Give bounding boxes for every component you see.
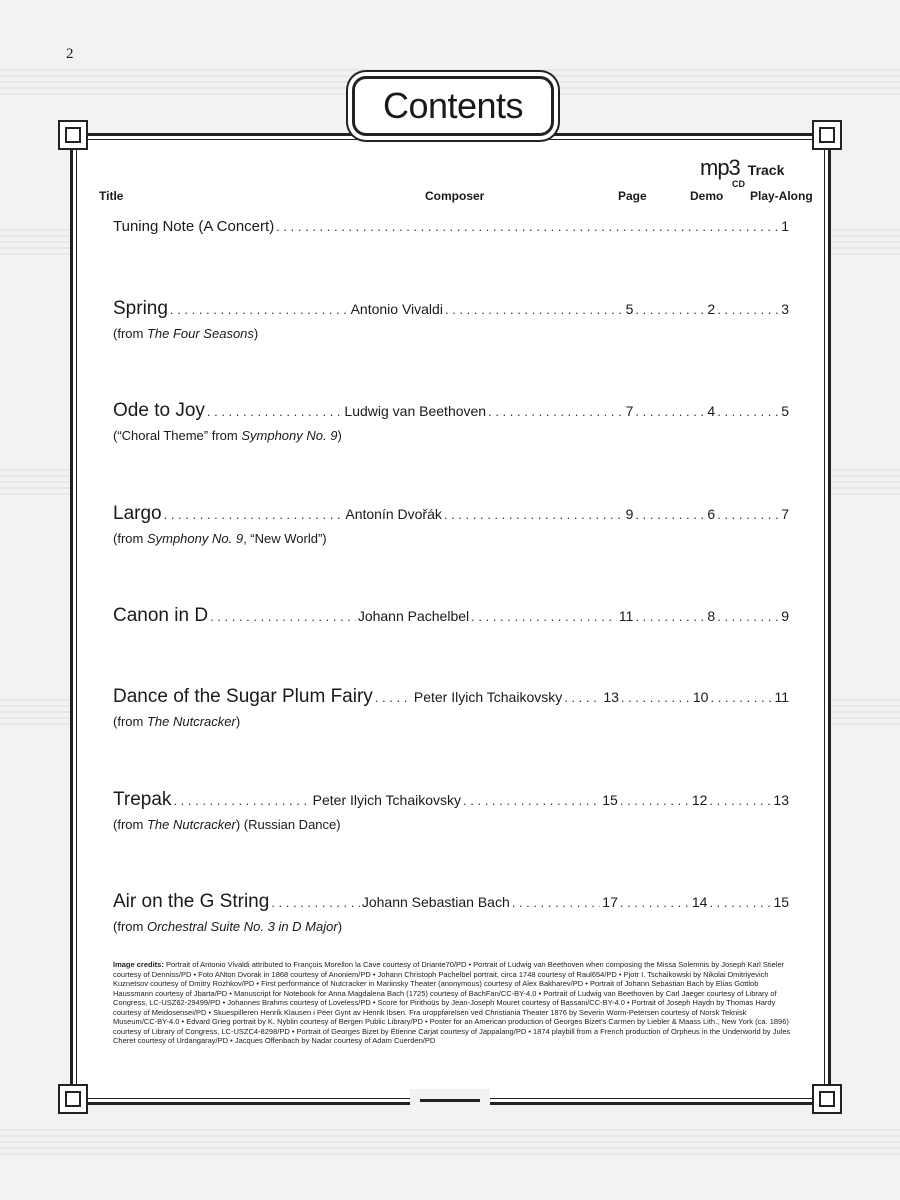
dot-leader — [564, 690, 601, 705]
entry-play-along-track: 7 — [781, 506, 789, 522]
mp3-cd-icon — [700, 155, 745, 189]
toc-entry[interactable] — [113, 503, 789, 546]
entry-title: Ode to Joy — [113, 400, 205, 421]
toc-entry[interactable] — [113, 686, 789, 729]
dot-leader — [445, 302, 624, 317]
column-header-demo: Demo — [690, 189, 724, 203]
entry-title: Air on the G String — [113, 891, 270, 912]
entry-subtitle: (from The Nutcracker) (Russian Dance) — [113, 817, 341, 832]
dot-leader — [717, 302, 779, 317]
credits-text: Portrait of Antonio Vivaldi attributed to François Morellon la Cave courtesy of Driante70/PD • Portrait of Ludwig van Beethoven when composing the Missa Solemnis by Joseph Karl Stieler courtesy of Denniss/PD • Foto ANton Dvorak in 1868 courtesy of Anoniem/PD • Johann Christoph Pachelbel portrait, circa 1748 courtesy of Raul654/PD • Pjotr I. Tschaikowski by Nikolai Dmitriyevich Kuznetsov courtesy of Dmitry Rozhkov/PD • First performance of Nutcracker in Mariinsky Theater (anonymous) courtesy of Alex Bakharev/PD • Portrait of Johann Sebastian Bach by Elias Gottlob Haussmann courtesy of Jbarta/PD • Manuscript for Notebook for Anna Magdalena Bach (1725) courtesy of BachFan/CC-BY-4.0 • Portrait of Ludwig van Beethoven by Carl Jaeger courtesy of Library of Congress, LC-USZ62-29499/PD • Johannes Brahms courtesy of Loveless/PD • Score for Pirithoüs by Jean-Joseph Mouret courtesy of Bassani/CC-BY-4.0 • Portrait of Joseph Haydn by Thomas Hardy courtesy of Meidosensei/PD • Skuespilleren Henrik Klausen i Peer Gynt av Henrik Ibsen. Fra uroppførelsen ved Christiania Theater 1876 by Severin Worm-Petersen courtesy of Norsk Teknisk Museum/CC-BY-4.0 • Edvard Grieg portrait by K. Nyblin courtesy of Bergen Public Library/PD • Poster for an American production of Georges Bizet's Carmen by Liebler & Maass Lith., New York (ca. 1896) courtesy of Library of Congress, LC-USZC4-8298/PD • Portrait of Georges Bizet by Étienne Carjat courtesy of Jappalang/PD • 1874 playbill from a French production of Orpheus in the Underworld by Jules Cheret courtesy of Urdangaray/PD • Jacques Offenbach by Nadar courtesy of Adam Cuerden/PD — [113, 960, 791, 1045]
dot-leader — [488, 404, 624, 419]
dot-leader — [512, 895, 601, 910]
dot-leader — [635, 507, 705, 522]
entry-play-along-track: 13 — [773, 792, 789, 808]
column-header-play-along: Play-Along — [750, 189, 813, 203]
entry-page: 7 — [625, 403, 634, 419]
column-header-title: Title — [99, 189, 124, 203]
dot-leader — [375, 690, 412, 705]
entry-page: 11 — [618, 608, 634, 624]
dot-leader — [717, 609, 779, 624]
entry-play-along-track: 3 — [781, 301, 789, 317]
frame-corner-ornament — [812, 1084, 842, 1114]
entry-composer: Peter Ilyich Tchaikovsky — [312, 792, 462, 808]
entry-title: Dance of the Sugar Plum Fairy — [113, 686, 373, 707]
credits-label: Image credits: — [113, 960, 164, 969]
dot-leader — [710, 690, 772, 705]
entry-play-along-track: 15 — [773, 894, 790, 910]
mp3-logo-text: mp3 — [700, 155, 740, 180]
entry-title: Canon in D — [113, 605, 209, 626]
entry-composer: Johann Pachelbel — [357, 608, 470, 624]
dot-leader — [709, 895, 771, 910]
entry-subtitle: (from The Four Seasons) — [113, 326, 259, 341]
entry-page: 15 — [602, 792, 618, 808]
dot-leader — [276, 219, 779, 234]
entry-title: Trepak — [113, 789, 172, 810]
entry-demo-track: 2 — [707, 301, 716, 317]
entry-title: Tuning Note (A Concert) — [113, 218, 275, 235]
frame-corner-ornament — [58, 1084, 88, 1114]
bottom-ornament — [410, 1089, 490, 1111]
entry-play-along-track: 9 — [781, 608, 790, 624]
entry-subtitle: (from Orchestral Suite No. 3 in D Major) — [113, 919, 343, 934]
entry-play-along-track: 1 — [781, 218, 789, 234]
entry-composer: Ludwig van Beethoven — [344, 403, 487, 419]
entry-demo-track: 14 — [691, 894, 708, 910]
entry-composer: Antonio Vivaldi — [350, 301, 443, 317]
page-title: Contents — [382, 85, 524, 126]
image-credits — [113, 960, 791, 1046]
entry-subtitle: (from Symphony No. 9, “New World”) — [113, 531, 327, 546]
dot-leader — [170, 302, 349, 317]
dot-leader — [635, 609, 705, 624]
dot-leader — [620, 793, 690, 808]
frame-corner-ornament — [812, 120, 842, 150]
frame-corner-ornament — [58, 120, 88, 150]
entry-composer: Antonín Dvořák — [345, 506, 442, 522]
entry-demo-track: 4 — [707, 403, 716, 419]
dot-leader — [635, 404, 705, 419]
toc-entry[interactable] — [113, 789, 789, 832]
dot-leader — [620, 895, 690, 910]
entry-title: Largo — [113, 503, 162, 524]
dot-leader — [173, 793, 310, 808]
entry-title: Spring — [113, 298, 168, 319]
entry-page: 17 — [602, 894, 618, 910]
page-number: 2 — [66, 46, 74, 62]
entry-page: 9 — [625, 506, 634, 522]
heading-cartouche — [352, 76, 554, 136]
dot-leader — [271, 895, 360, 910]
toc-entry[interactable] — [113, 400, 789, 443]
dot-leader — [621, 690, 691, 705]
column-header-page: Page — [618, 189, 647, 203]
dot-leader — [444, 507, 624, 522]
entry-play-along-track: 5 — [781, 403, 790, 419]
entry-subtitle: (“Choral Theme” from Symphony No. 9) — [113, 428, 342, 443]
toc-entry[interactable] — [113, 298, 789, 341]
toc-entry-tuning-note[interactable] — [113, 218, 789, 235]
entry-composer: Peter Ilyich Tchaikovsky — [413, 689, 563, 705]
dot-leader — [463, 793, 600, 808]
entry-page: 5 — [625, 301, 634, 317]
mp3-cd-badge — [700, 155, 785, 189]
track-label: Track — [747, 162, 785, 178]
dot-leader — [471, 609, 617, 624]
dot-leader — [207, 404, 343, 419]
entry-demo-track: 6 — [707, 506, 716, 522]
entry-demo-track: 10 — [692, 689, 709, 705]
entry-page: 13 — [603, 689, 619, 705]
entry-play-along-track: 11 — [774, 689, 790, 705]
entry-demo-track: 12 — [691, 792, 708, 808]
dot-leader — [717, 507, 779, 522]
entry-subtitle: (from The Nutcracker) — [113, 714, 241, 729]
toc-entry[interactable] — [113, 605, 789, 627]
dot-leader — [635, 302, 705, 317]
dot-leader — [164, 507, 344, 522]
cd-logo-text: CD — [732, 179, 745, 189]
dot-leader — [709, 793, 771, 808]
column-header-composer: Composer — [425, 189, 485, 203]
toc-entry[interactable] — [113, 891, 789, 934]
entry-demo-track: 8 — [707, 608, 716, 624]
dot-leader — [210, 609, 356, 624]
dot-leader — [717, 404, 779, 419]
entry-composer: Johann Sebastian Bach — [361, 894, 510, 910]
